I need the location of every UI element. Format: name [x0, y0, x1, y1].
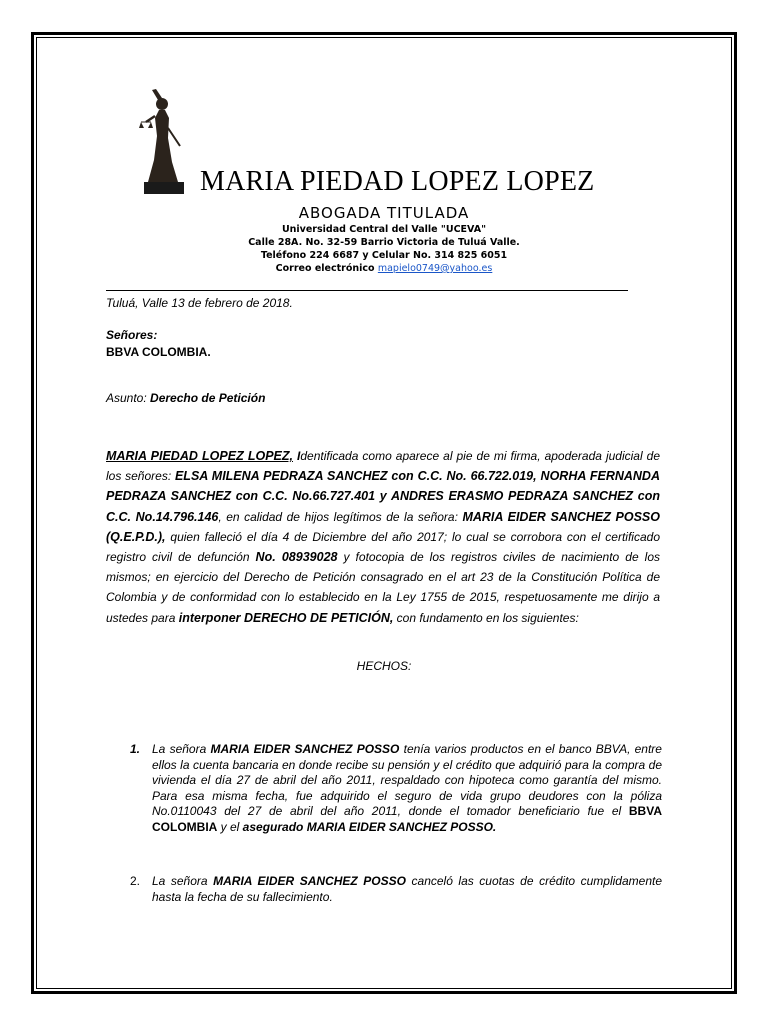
subject-label: Asunto:: [106, 391, 147, 405]
university-line: Universidad Central del Valle "UCEVA": [281, 224, 487, 235]
email-link[interactable]: mapielo0749@yahoo.es: [377, 263, 493, 274]
body-clients: ELSA MILENA PEDRAZA SANCHEZ con C.C. No. 66.722.019, NORHA FERNANDA PEDRAZA SANCHEZ con C.C. No.66.727.401 y ANDRES ERASMO PEDRAZA SANCHEZ con C.C. No.14.796.146: [106, 469, 660, 524]
email-line: [0, 262, 768, 275]
letter-date: Tuluá, Valle 13 de febrero de 2018.: [106, 296, 293, 310]
body-certificate-number: No. 08939028: [255, 550, 338, 565]
salutation: Señores:: [106, 328, 158, 342]
body-author-name: MARIA PIEDAD LOPEZ LOPEZ,: [106, 449, 293, 463]
lawyer-title: ABOGADA TITULADA: [298, 204, 470, 222]
email-label: Correo electrónico: [275, 263, 375, 274]
list-item-number: 1.: [130, 742, 141, 756]
facts-heading: HECHOS:: [356, 659, 412, 673]
recipient: BBVA COLOMBIA.: [106, 345, 211, 359]
list-item: 2. La señora MARIA EIDER SANCHEZ POSSO canceló las cuotas de crédito cumplidamente hasta la fecha de su fallecimiento.: [130, 874, 662, 904]
body-paragraph: MARIA PIEDAD LOPEZ LOPEZ, Identificada como aparece al pie de mi firma, apoderada judicial de los señores: ELSA MILENA PEDRAZA SANCHEZ con C.C. No. 66.722.019, NORHA FERNANDA PEDRAZA SANCHEZ con C.C. No.66.727.401 y ANDRES ERASMO PEDRAZA SANCHEZ con C.C. No.14.796.146, en calidad de hijos legítimos de la señora: MARIA EIDER SANCHEZ POSSO (Q.E.P.D.), quien falleció el día 4 de Diciembre del año 2017; lo cual se corrobora con el certificado registro civil de defunción No. 08939028 y fotocopia de los registros civiles de nacimiento de los mismos; en ejercicio del Derecho de Petición consagrado en el art 23 de la Constitución Política de Colombia y de conformidad con lo establecido en la Ley 1755 de 2015, respetuosamente me dirijo a ustedes para interponer DERECHO DE PETICIÓN, con fundamento en los siguientes:: [106, 449, 661, 625]
header-divider: [106, 290, 628, 291]
subject-text: Derecho de Petición: [150, 391, 266, 405]
lady-justice-statue-icon: [138, 88, 188, 194]
list-item: 1. La señora MARIA EIDER SANCHEZ POSSO tenía varios productos en el banco BBVA, entre ellos la cuenta bancaria en donde recibe su pensión y el crédito que adquirió para la compra de vivienda el día 27 de abril del año 2011, respaldado con hipoteca como garantía del mismo. Para esa misma fecha, fue adquirido el seguro de vida grupo deudores con la póliza No.0110043 del 27 de abril del año 2011, donde el tomador beneficiario fue el BBVA COLOMBIA y el asegurado MARIA EIDER SANCHEZ POSSO.: [130, 742, 662, 834]
subject-line: [106, 390, 265, 406]
body-petition: interponer DERECHO DE PETICIÓN,: [178, 610, 394, 625]
lawyer-name: MARIA PIEDAD LOPEZ LOPEZ: [200, 166, 595, 197]
phone-line: Teléfono 224 6687 y Celular No. 314 825 6051: [260, 250, 508, 261]
list-item-number: 2.: [130, 874, 141, 888]
address-line: Calle 28A. No. 32-59 Barrio Victoria de Tuluá Valle.: [248, 237, 520, 248]
body-deceased: MARIA EIDER SANCHEZ POSSO (Q.E.P.D.),: [106, 509, 660, 544]
